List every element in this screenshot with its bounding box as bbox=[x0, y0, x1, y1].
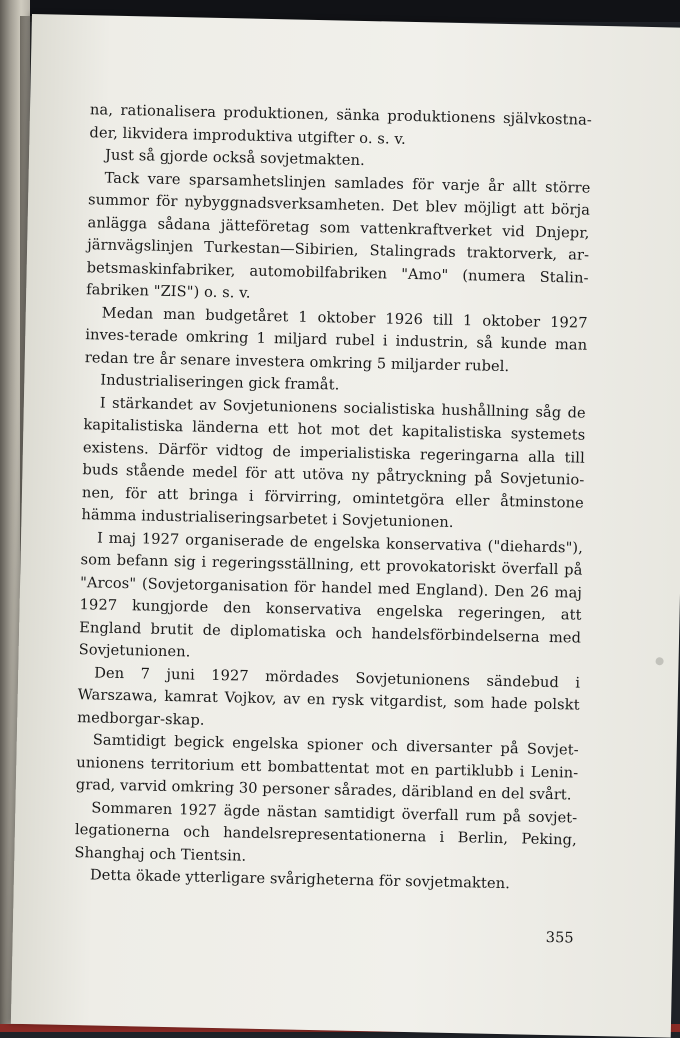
page-body bbox=[74, 99, 592, 897]
book-page bbox=[11, 14, 680, 1038]
paragraph: Sommaren 1927 ägde nästan samtidigt överfall rum på sovjet-legationerna och handelsrepresentationerna i Berlin, Peking, Shanghaj och Tientsin. bbox=[74, 798, 578, 865]
paragraph: Detta ökade ytterligare svårigheterna för sovjetmakten. bbox=[89, 866, 511, 893]
paragraph: Samtidigt begick engelska spioner och diversanter på Sovjet-unionens territorium ett bombattentat mot en partiklubb i Lenin-grad, varvid omkring 30 personer sårades, däribland en del svårt. bbox=[75, 731, 579, 804]
paragraph: Den 7 juni 1927 mördades Sovjetunionens sändebud i Warszawa, kamrat Vojkov, av en rysk vitgardist, som hade polskt medborgar-skap. bbox=[77, 663, 581, 729]
page-number: 355 bbox=[545, 928, 574, 947]
paragraph: Industrialiseringen gick framåt. bbox=[100, 371, 340, 394]
paragraph: na, rationalisera produktionen, sänka produktionens självkostna-der, likvidera improduktiva utgifter o. s. v. bbox=[89, 101, 593, 148]
paragraph: I maj 1927 organiserade de engelska konservativa ("diehards"), som befann sig i regeringsställning, ett provokatoriskt överfall på "Arcos" (Sovjetorganisation för handel med England). Den 26 maj 1927 kungjorde den konservativa engelska regeringen, att England brutit de diplomatiska och handelsförbindelserna med Sovjetunionen. bbox=[78, 528, 584, 661]
paragraph: Medan man budgetåret 1 oktober 1926 till 1 oktober 1927 inves-terade omkring 1 miljard rubel i industrin, så kunde man redan tre år senare investera omkring 5 miljarder rubel. bbox=[84, 304, 588, 375]
show-through-mark bbox=[655, 657, 663, 665]
paragraph: Tack vare sparsamhetslinjen samlades för varje år allt större summor för nybyggnadsverksamheten. Det blev möjligt att börja anlägga sådana jätteföretag som vattenkraftverket vid Dnjepr, järnvägslinjen Turkestan—Sibirien, Stalingrads traktorverk, ar-betsmaskinfabriker, automobilfabriken "Amo" (numera Stalin-fabriken "ZIS") o. s. v. bbox=[86, 169, 591, 302]
paragraph: I stärkandet av Sovjetunionens socialistiska hushållning såg de kapitalistiska länderna ett hot mot det kapitalistiska systemets existens. Därför vidtog de imperialistiska regeringarna alla till buds stående medel för att utöva ny påtryckning på Sovjetunio-nen, för att bringa i förvirring, omintetgöra eller åtminstone hämma industrialiseringsarbetet i Sovjetunionen. bbox=[81, 394, 586, 531]
paragraph: Just så gjorde också sovjetmakten. bbox=[104, 146, 366, 170]
